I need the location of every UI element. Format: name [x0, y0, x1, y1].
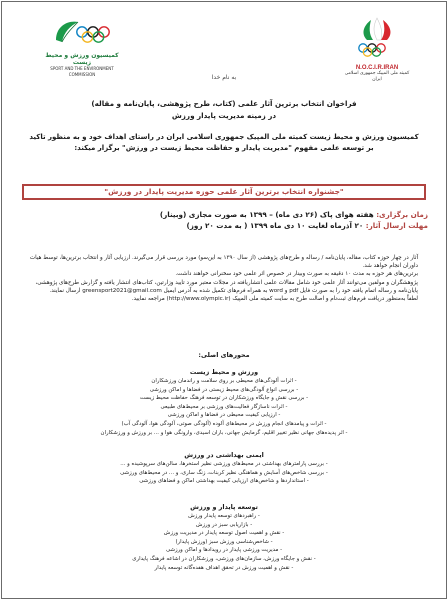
section-health-safety [42, 451, 406, 486]
topics-title: محورهای اصلی: [198, 351, 250, 359]
section-title: توسعه پایدار و ورزش [190, 503, 258, 511]
section-title: ایمنی بهداشتی در ورزش [184, 451, 264, 459]
list-item: - بررسی انواع آلودگی‌های محیط زیستی در فضاها و اماکن ورزشی [149, 386, 299, 393]
details-paragraph-2: برترین‌های هر حوزه به مدت ۱۰ دقیقه به صورت وبینار در خصوص اثر علمی خود سخنرانی خواهند داشت. [175, 271, 418, 278]
basmala: به نام خدا [211, 74, 237, 81]
details-paragraph-1: آثار در چهار حوزه کتاب، مقاله، پایان‌نامه / رساله و طرح‌های پژوهشی (از سال ۱۳۹۰ به این‌سو) مورد بررسی قرار می‌گیرند. ارزیابی آثار و انتخاب برترین‌ها، توسط هیات داوران انجام خواهد شد. [29, 255, 418, 270]
nocir-flame-icon [353, 16, 401, 60]
list-item: - اثرات آلودگی‌های محیطی بر روی سلامت و راندمان ورزشکاران [151, 378, 297, 384]
details-body [28, 254, 418, 303]
section-sport-environment [42, 368, 406, 437]
list-item: - نقش و اهمیت اصول توسعه پایدار در مدیریت ورزش [163, 530, 285, 537]
call-heading [2, 98, 446, 122]
list-item: - شاخص‌شناسی ورزش سبز (ورزش پایدار) [175, 538, 273, 545]
deadline-value: ۲۰ آذرماه لغایت ۱۰ دی ماه ۱۳۹۹ ( به مدت ۲۰ روز) [186, 221, 366, 230]
section-sustainable-development [42, 503, 406, 572]
list-item: - راهبردهای توسعه پایدار ورزش [188, 513, 260, 519]
event-date-label: زمان برگزاری: [376, 210, 428, 219]
list-item: - بررسی پارامترهای بهداشتی در محیط‌های ورزشی نظیر استخرها، سالن‌های سرپوشیده و ... [120, 461, 328, 467]
sport-env-title-fa: کمیسیون ورزش و محیط زیست [45, 52, 119, 66]
event-date-value: هفته هوای پاک (۲۶ دی ماه) – ۱۳۹۹ به صورت مجازی (وبینار) [159, 210, 377, 219]
nocir-logo [342, 16, 412, 83]
section-title: ورزش و محیط زیست [189, 368, 259, 376]
sport-environment-logo [40, 16, 124, 78]
olympic-rings-leaf-icon [52, 16, 112, 48]
list-item: - بررسی نقش و جایگاه ورزشکاران در توسعه فرهنگ حفاظت محیط زیست [139, 395, 309, 402]
list-item: - اثرات و پیامدهای انجام ورزش در محیط‌های آلوده (آلودگی صوتی، آلودگی هوا، آلودگی آب) [121, 420, 327, 427]
list-item: - نقش و جایگاه ورزش، سازمان‌های ورزشی، ورزشکاران در اشاعه فرهنگ پایداری [132, 555, 316, 562]
list-item: - نقش و اهمیت ورزش در تحقق اهداف هفده‌گانه توسعه پایدار [154, 564, 294, 571]
intro-line1: کمیسیون ورزش و محیط زیست کمیته ملی المپیک جمهوری اسلامی ایران در راستای اهداف خود و به منظور تاکید [29, 133, 419, 141]
nocir-caption: کمیته ملی المپیک جمهوری اسلامی ایران [344, 71, 410, 82]
list-item: - اثر پدیده‌های جهانی نظیر تغییر اقلیم، گرمایش جهانی، باران اسیدی، وارونگی هوا و ... بر ورزش و ورزشکاران [100, 429, 348, 436]
festival-banner: "جشنواره انتخاب برترین آثار علمی حوزه مدیریت پایدار در ورزش" [22, 184, 426, 200]
nocir-text: N.O.C.I.R.IRAN [355, 65, 399, 71]
details-paragraph-4: لطفاً به‌منظور دریافت فرم‌های ثبت‌نام و اصالت طرح به سایت کمیته ملی المپیک (http://www.olympic.ir) مراجعه نمایید. [131, 296, 418, 303]
announcement-page [1, 1, 447, 599]
list-item: - ارزیابی کیفیت محیطی در فضاها و اماکن ورزشی [167, 412, 281, 419]
list-item: - بازاریابی سبز در ورزش [195, 521, 253, 528]
sport-env-title-en: SPORT AND THE ENVIRONMENT COMMISSION [50, 66, 114, 77]
event-date-row [20, 209, 428, 220]
list-item: - اثرات ناسازگار فعالیت‌های ورزشی بر محیط‌های طبیعی [160, 403, 288, 410]
deadline-label: مهلت ارسال آثار: [365, 221, 428, 230]
call-heading-line2: در زمینه مدیریت پایدار ورزش [171, 111, 277, 120]
list-item: - بررسی شاخص‌های آسایش و هماهنگی نظیر کربنات، زنگ ساری، و ... در محیط‌های ورزشی [120, 469, 328, 476]
call-heading-line1: فراخوان انتخاب برترین آثار علمی (کتاب، طرح پژوهشی، پایان‌نامه و مقاله) [91, 99, 357, 108]
list-item: - استانداردها و شاخص‌های ارزیابی کیفیت بهداشتی اماکن و فضاهای ورزشی [139, 478, 309, 485]
deadline-row [20, 220, 428, 231]
intro-paragraph [20, 132, 428, 154]
intro-line2: بر توسعه علمی مفهوم "مدیریت پایدار و حفاظت محیط زیست در ورزش" برگزار میکند: [74, 144, 374, 152]
list-item: - مدیریت ورزشی پایدار در رویدادها و اماکن ورزشی [165, 547, 283, 554]
details-paragraph-3: پژوهشگران و مولفین می‌توانند آثار علمی خود شامل مقالات علمی انتشاریافته در مجلات معتبر مورد تایید وزارتین، کتاب‌های انتشار یافته و گزارش طرح‌های پژوهشی، پایان‌نامه و رساله اتمام یافته خود را به صورت فایل pdf و word به همراه فرم‌های تکمیل شده به آدرس ایمیل greensport2021@gmail.com ارسال نمایند. [35, 279, 418, 294]
schedule-block [20, 209, 428, 231]
